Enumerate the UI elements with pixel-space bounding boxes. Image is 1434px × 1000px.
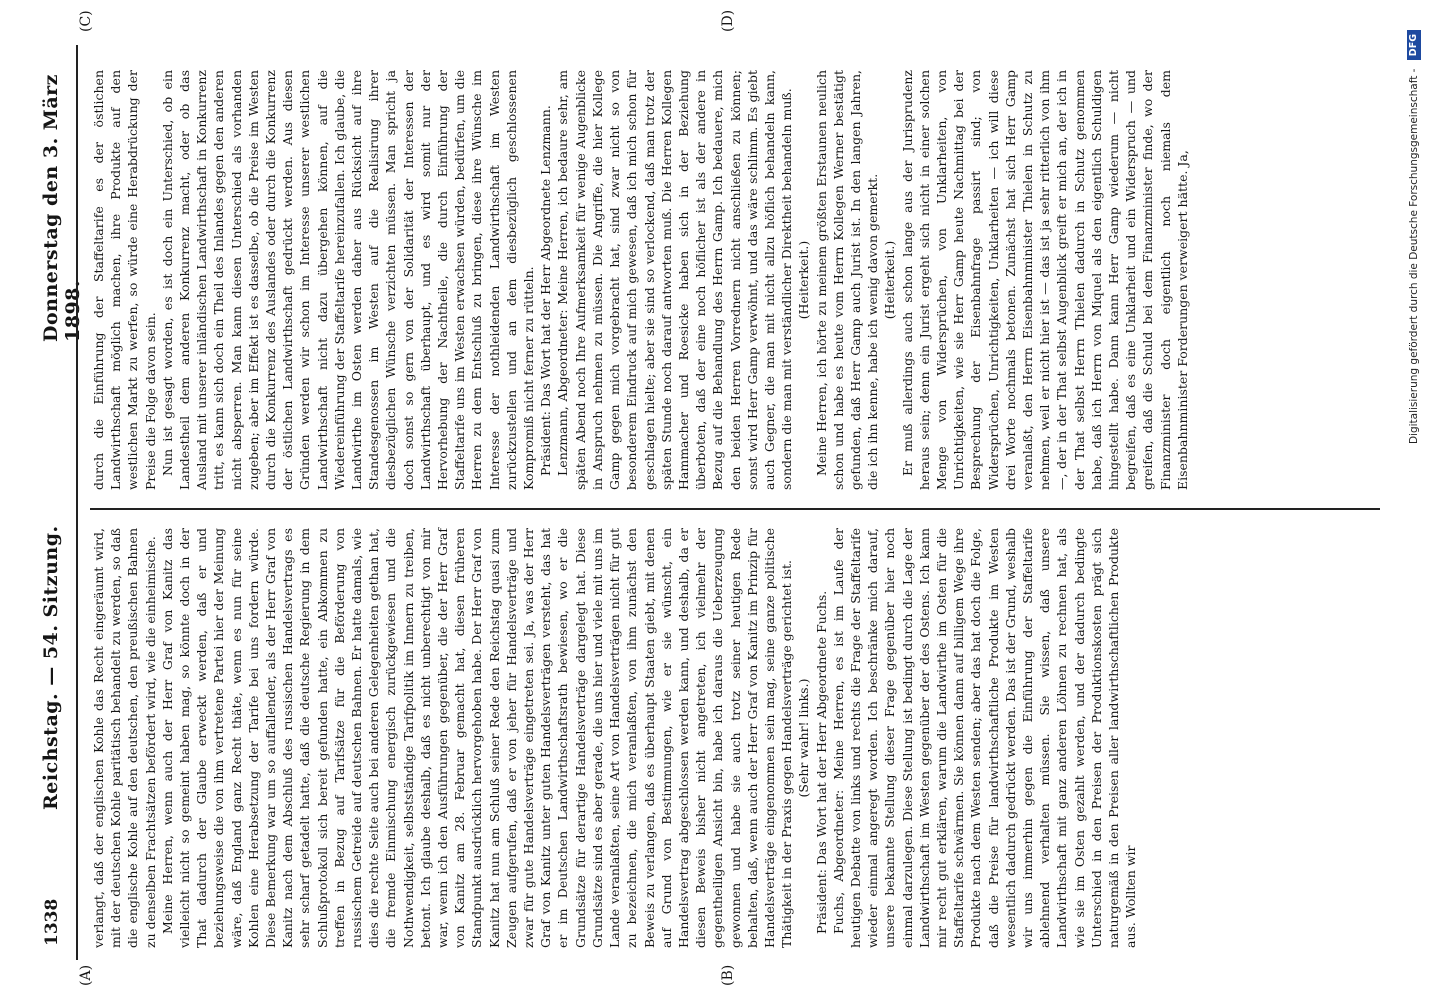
credit-text: Digitalisierung gefördert durch die Deutsche Forschungsgemeinschaft -: [1408, 68, 1420, 445]
left-column: [90, 528, 1139, 948]
speaker-announcement: Präsident: Das Wort hat der Herr Abgeordnete Fuchs.: [813, 590, 829, 934]
right-column: [90, 70, 1191, 490]
header-rule: [76, 45, 78, 960]
interjection: (Heiterkeit.): [796, 240, 812, 320]
paragraph: Er muß allerdings auch schon lange aus der Jurisprudenz heraus sein; denn ein Jurist ergeht sich nicht in einer solchen Menge von Widersprüchen, von Unklarheiten, von Unrichtigkeiten, wie sie Herr Gamp heute Nachmittag bei der Besprechung der Eisenbahnfrage passirt sind; von Widersprüchen, Unrichtigkeiten, Unklarheiten — ich will diese drei Worte nochmals betonen. Zunächst hat sich Herr Gamp veranlaßt, den Herrn Eisenbahnminister Thielen in Schutz zu nehmen, weil er nicht hier ist — das ist ja sehr ritterlich von ihm —, der in der That selbst Augenblick greift er mich an, der ich in der That selbst Herrn Thielen dadurch in Schutz genommen habe, daß ich Herrn von Miquel als den eigentlich Schuldigen hingestellt habe. Dann kann Herr Gamp wiederum — nicht begreifen, daß es eine Unklarheit und ein Widerspruch — und greifen, daß die Schuld bei dem Finanzminister finde, wo der Finanzminister doch eigentlich noch niemals dem Eisenbahnminister Forderungen verweigert hätte. Ja,: [899, 70, 1190, 490]
paragraph: Nun ist gesagt worden, es ist doch ein Unterschied, ob ein Landestheil dem anderen Konkurrenz macht, oder ob das Ausland mit unserer inländischen Landwirthschaft in Konkurrenz tritt, es kann sich doch ein Theil des Inlandes gegen den anderen nicht absperren. Man kann diesen Unterschied als vorhanden zugeben; aber im Effekt ist es dasselbe, ob die Preise im Westen durch die Konkurrenz des Auslandes oder durch die Konkurrenz der östlichen Landwirthschaft gedrückt werden. Aus diesen Gründen werden wir schon im Interesse unserer westlichen Landwirthschaft nicht dazu übergehen können, auf die Wiedereinführung der Staffeltarife hereinzufallen. Ich glaube, die Landwirthe im Osten werden daher aus Rücksicht auf ihre Standesgenossen im Westen auf die Realisirung ihrer diesbezüglichen Wünsche verzichten müssen. Man spricht ja doch sonst so gern von der Solidarität der Interessen der Landwirthschaft überhaupt, und es wird somit nur der Hervorhebung der Nachtheile, die durch Einführung der Staffeltarife uns im Westen erwachsen würden, bedürfen, um die Herren zu dem Entschluß zu bringen, diese ihre Wünsche im Interesse der nothleidenden Landwirthschaft im Westen zurückzustellen und an dem diesbezüglich geschlossenen Kompromiß nicht ferner zu rütteln.: [159, 70, 537, 490]
running-title: Reichstag. — 54. Sitzung.: [40, 525, 62, 810]
margin-marker-d: (D): [720, 9, 736, 32]
session-date: Donnerstag den 3. März 1898.: [40, 74, 84, 342]
margin-marker-c: (C): [78, 10, 94, 32]
paragraph: Fuchs, Abgeordneter: Meine Herren, es ist im Laufe der heutigen Debatte von links und rechts die Frage der Staffeltarife wieder einmal angeregt worden. Ich beschränke mich darauf, unsere bekannte Stellung dieser Frage gegenüber hier noch einmal darzulegen. Diese Stellung ist bedingt durch die Lage der Landwirthschaft im Westen gegenüber der des Ostens. Ich kann mir recht gut erklären, warum die Landwirthe im Osten für die Staffeltarife schwärmen. Sie können dann auf billigem Wege ihre Produkte nach dem Westen senden; aber das hat doch die Folge, daß die Preise für landwirthschaftliche Produkte im Westen wesentlich dadurch gedrückt werden. Das ist der Grund, weshalb wir uns immerhin gegen die Einführung der Staffeltarife ablehnend verhalten müssen. Sie wissen, daß unsere Landwirthschaft mit ganz anderen Löhnen zu rechnen hat, als wie sie im Osten gezahlt werden, und der dadurch bedingte Unterschied in den Preisen der Produktionskosten prägt sich naturgemäß in den Preisen aller landwirthschaftlichen Produkte aus. Wollten wir: [830, 528, 1139, 948]
margin-marker-a: (A): [78, 964, 94, 986]
interjection: (Heiterkeit.): [882, 240, 898, 320]
column-divider: [90, 508, 1380, 510]
paragraph: Meine Herren, ich hörte zu meinem größten Erstaunen neulich schon und habe es heute vom Herrn Kollegen Werner bestätigt gefunden, daß Herr Gamp auch Jurist ist. In den langen Jahren, die ich ihn kenne, habe ich wenig davon gemerkt.: [813, 70, 881, 490]
paragraph: verlangt, daß der englischen Kohle das Recht eingeräumt wird, mit der deutschen Kohle paritätisch behandelt zu werden, so daß die englische Kohle auf den deutschen, den preußischen Bahnen zu denselben Frachtsätzen befördert wird, wie die einheimische.: [91, 528, 158, 948]
page-number: 1338: [42, 898, 62, 946]
paragraph: Meine Herren, wenn auch der Herr Graf von Kanitz das vielleicht nicht so gemeint haben mag, so könnte doch in der That dadurch der Glaube erweckt werden, daß er und beziehungsweise die von ihm vertretene Partei hier der Meinung wäre, daß England ganz Recht thäte, wenn es nun für seine Kohlen eine Herabsetzung der Tarife bei uns fordern würde. Diese Bemerkung war um so auffallender, als der Herr Graf von Kanitz nach dem Abschluß des russischen Handelsvertrags es sehr scharf getadelt hatte, daß die deutsche Regierung in dem Schlußprotokoll sich bereit gefunden hatte, ein Abkommen zu treffen in Bezug auf Tarifsätze für die Beförderung von russischem Getreide auf deutschen Bahnen. Er hatte damals, wie dies die rechte Seite auch bei anderen Gelegenheiten gethan hat, die fremde Einmischung energisch zurückgewiesen und die Nothwendigkeit, selbstständige Tarifpolitik im Innern zu treiben, betont. Ich glaube deshalb, daß es nicht unberechtigt von mir war, wenn ich den Ausführungen gegenüber, die der Herr Graf von Kanitz am 28. Februar gemacht hat, diesen früheren Standpunkt ausdrücklich hervorgehoben habe. Der Herr Graf von Kanitz hat nun am Schluß seiner Rede den Reichstag quasi zum Zeugen aufgerufen, daß er von jeher für Handelsverträge und zwar für gute Handelsverträge eingetreten sei. Ja, was der Herr Graf von Kanitz unter guten Handelsverträgen versteht, das hat er im Deutschen Landwirthschaftsrath bewiesen, wo er die Grundsätze für derartige Handelsverträge dargelegt hat. Diese Grundsätze sind es aber gerade, die uns hier und viele mit uns im Lande veranlaßten, seine Art von Handelsverträgen nicht für gut zu bezeichnen, die mich veranlaßten, von ihm zunächst den Beweis zu verlangen, daß es überhaupt Staaten giebt, mit denen auf Grund von Bestimmungen, wie er sie wünscht, ein Handelsvertrag abgeschlossen werden kann, und deshalb, da er diesen Beweis bisher nicht angetreten, ich vielmehr der gegentheiligen Ansicht bin, habe ich daraus die Ueberzeugung gewonnen und habe sie auch trotz seiner heutigen Rede behalten, daß, wenn auch der Herr Graf von Kanitz im Prinzip für Handelsverträge eingenommen sein mag, seine ganze politische Thätigkeit in der Praxis gegen Handelsverträge gerichtet ist.: [159, 528, 795, 948]
interjection: (Sehr wahr! links.): [796, 678, 812, 798]
speaker-announcement: Präsident: Das Wort hat der Herr Abgeordnete Lenzmann.: [538, 105, 554, 476]
page-header: [28, 45, 84, 960]
digitization-credit: [1394, 0, 1434, 1000]
margin-marker-b: (B): [720, 964, 736, 986]
paragraph: Lenzmann, Abgeordneter: Meine Herren, ich bedaure sehr, am späten Abend noch Ihre Aufmerksamkeit für wenige Augenblicke in Anspruch nehmen zu müssen. Die Angriffe, die hier Kollege Gamp gegen mich vorgebracht hat, sind zwar nicht so von besonderem Eindruck auf mich gewesen, daß ich mich schon für geschlagen hielte; aber sie sind so verlockend, daß man trotz der späten Stunde noch darauf antworten muß. Die Herren Kollegen Hammacher und Roesicke haben sich in der Beziehung überboten, daß der eine noch höflicher ist als der andere in Bezug auf die Behandlung des Herrn Gamp. Ich bedauere, mich den beiden Herren Vorrednern nicht anschließen zu können; sonst wird Herr Gamp verwöhnt, und das wäre schlimm. Es giebt auch Gegner, die man mit nicht allzu höflich behandeln kann, sondern die man mit verständlicher Direktheit behandeln muß.: [555, 70, 795, 490]
dfg-badge: DFG: [1407, 30, 1421, 60]
paragraph: durch die Einführung der Staffeltarife es der östlichen Landwirthschaft möglich machen, ihre Produkte auf den westlichen Markt zu werfen, so würde eine Herabdrückung der Preise die Folge davon sein.: [91, 70, 158, 490]
